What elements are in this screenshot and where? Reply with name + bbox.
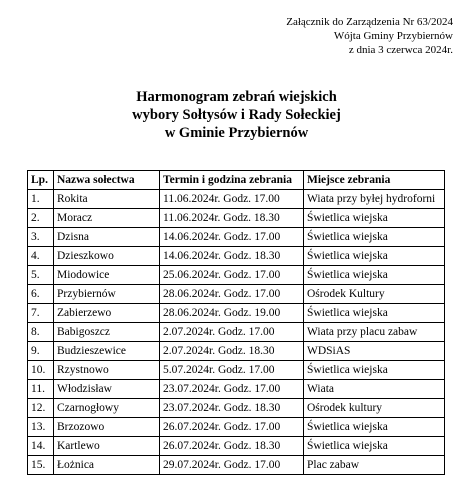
date-time-cell: 2.07.2024r. Godz. 18.30 [160, 342, 304, 361]
place-cell: Świetlica wiejska [304, 266, 445, 285]
place-cell: Świetlica wiejska [304, 209, 445, 228]
attachment-note-line-2: Wójta Gminy Przybiernów [333, 30, 453, 42]
solectwo-name-cell: Dzieszkowo [54, 247, 160, 266]
meetings-schedule-table [27, 170, 445, 475]
row-number-cell: 5. [28, 266, 54, 285]
attachment-note-line-1: Załącznik do Zarządzenia Nr 63/2024 [286, 16, 453, 28]
date-time-cell: 14.06.2024r. Godz. 17.00 [160, 228, 304, 247]
date-time-cell: 23.07.2024r. Godz. 18.30 [160, 399, 304, 418]
table-row [28, 380, 445, 399]
table-row [28, 266, 445, 285]
column-header-date-time: Termin i godzina zebrania [160, 171, 304, 190]
solectwo-name-cell: Rokita [54, 190, 160, 209]
table-row [28, 437, 445, 456]
row-number-cell: 6. [28, 285, 54, 304]
solectwo-name-cell: Czarnogłowy [54, 399, 160, 418]
document-title-line-1: Harmonogram zebrań wiejskich [136, 89, 337, 105]
solectwo-name-cell: Brzozowo [54, 418, 160, 437]
date-time-cell: 25.06.2024r. Godz. 17.00 [160, 266, 304, 285]
solectwo-name-cell: Zabierzewo [54, 304, 160, 323]
row-number-cell: 13. [28, 418, 54, 437]
place-cell: Wiata [304, 380, 445, 399]
row-number-cell: 3. [28, 228, 54, 247]
date-time-cell: 26.07.2024r. Godz. 18.30 [160, 437, 304, 456]
row-number-cell: 7. [28, 304, 54, 323]
table-row [28, 285, 445, 304]
solectwo-name-cell: Kartlewo [54, 437, 160, 456]
table-row [28, 304, 445, 323]
table-row [28, 342, 445, 361]
date-time-cell: 28.06.2024r. Godz. 19.00 [160, 304, 304, 323]
row-number-cell: 12. [28, 399, 54, 418]
solectwo-name-cell: Moracz [54, 209, 160, 228]
date-time-cell: 11.06.2024r. Godz. 17.00 [160, 190, 304, 209]
document-title-line-3: w Gminie Przybiernów [164, 125, 309, 141]
row-number-cell: 11. [28, 380, 54, 399]
row-number-cell: 9. [28, 342, 54, 361]
place-cell: Plac zabaw [304, 456, 445, 475]
place-cell: Świetlica wiejska [304, 304, 445, 323]
date-time-cell: 29.07.2024r. Godz. 17.00 [160, 456, 304, 475]
place-cell: Świetlica wiejska [304, 418, 445, 437]
place-cell: Ośrodek Kultury [304, 285, 445, 304]
place-cell: Wiata przy byłej hydroforni [304, 190, 445, 209]
row-number-cell: 15. [28, 456, 54, 475]
row-number-cell: 8. [28, 323, 54, 342]
table-row [28, 228, 445, 247]
table-row [28, 323, 445, 342]
solectwo-name-cell: Łożnica [54, 456, 160, 475]
table-row [28, 418, 445, 437]
place-cell: Ośrodek kultury [304, 399, 445, 418]
place-cell: Wiata przy placu zabaw [304, 323, 445, 342]
solectwo-name-cell: Budzieszewice [54, 342, 160, 361]
attachment-note [193, 15, 453, 57]
date-time-cell: 2.07.2024r. Godz. 17.00 [160, 323, 304, 342]
table-row [28, 190, 445, 209]
table-row [28, 399, 445, 418]
row-number-cell: 14. [28, 437, 54, 456]
row-number-cell: 1. [28, 190, 54, 209]
place-cell: WDSiAS [304, 342, 445, 361]
place-cell: Świetlica wiejska [304, 247, 445, 266]
column-header-lp: Lp. [28, 171, 54, 190]
table-row [28, 209, 445, 228]
date-time-cell: 23.07.2024r. Godz. 17.00 [160, 380, 304, 399]
column-header-place: Miejsce zebrania [304, 171, 445, 190]
date-time-cell: 26.07.2024r. Godz. 17.00 [160, 418, 304, 437]
row-number-cell: 10. [28, 361, 54, 380]
document-title-line-2: wybory Sołtysów i Rady Sołeckiej [132, 107, 341, 123]
table-row [28, 456, 445, 475]
solectwo-name-cell: Rzystnowo [54, 361, 160, 380]
table-header-row [28, 171, 445, 190]
row-number-cell: 4. [28, 247, 54, 266]
table-row [28, 361, 445, 380]
place-cell: Świetlica wiejska [304, 437, 445, 456]
attachment-note-line-3: z dnia 3 czerwca 2024r. [348, 44, 453, 56]
solectwo-name-cell: Włodzisław [54, 380, 160, 399]
solectwo-name-cell: Przybiernów [54, 285, 160, 304]
solectwo-name-cell: Dzisna [54, 228, 160, 247]
place-cell: Świetlica wiejska [304, 228, 445, 247]
date-time-cell: 14.06.2024r. Godz. 18.30 [160, 247, 304, 266]
column-header-name: Nazwa sołectwa [54, 171, 160, 190]
table-row [28, 247, 445, 266]
row-number-cell: 2. [28, 209, 54, 228]
place-cell: Świetlica wiejska [304, 361, 445, 380]
solectwo-name-cell: Miodowice [54, 266, 160, 285]
solectwo-name-cell: Babigoszcz [54, 323, 160, 342]
date-time-cell: 11.06.2024r. Godz. 18.30 [160, 209, 304, 228]
document-title [0, 88, 473, 142]
date-time-cell: 5.07.2024r. Godz. 17.00 [160, 361, 304, 380]
date-time-cell: 28.06.2024r. Godz. 17.00 [160, 285, 304, 304]
